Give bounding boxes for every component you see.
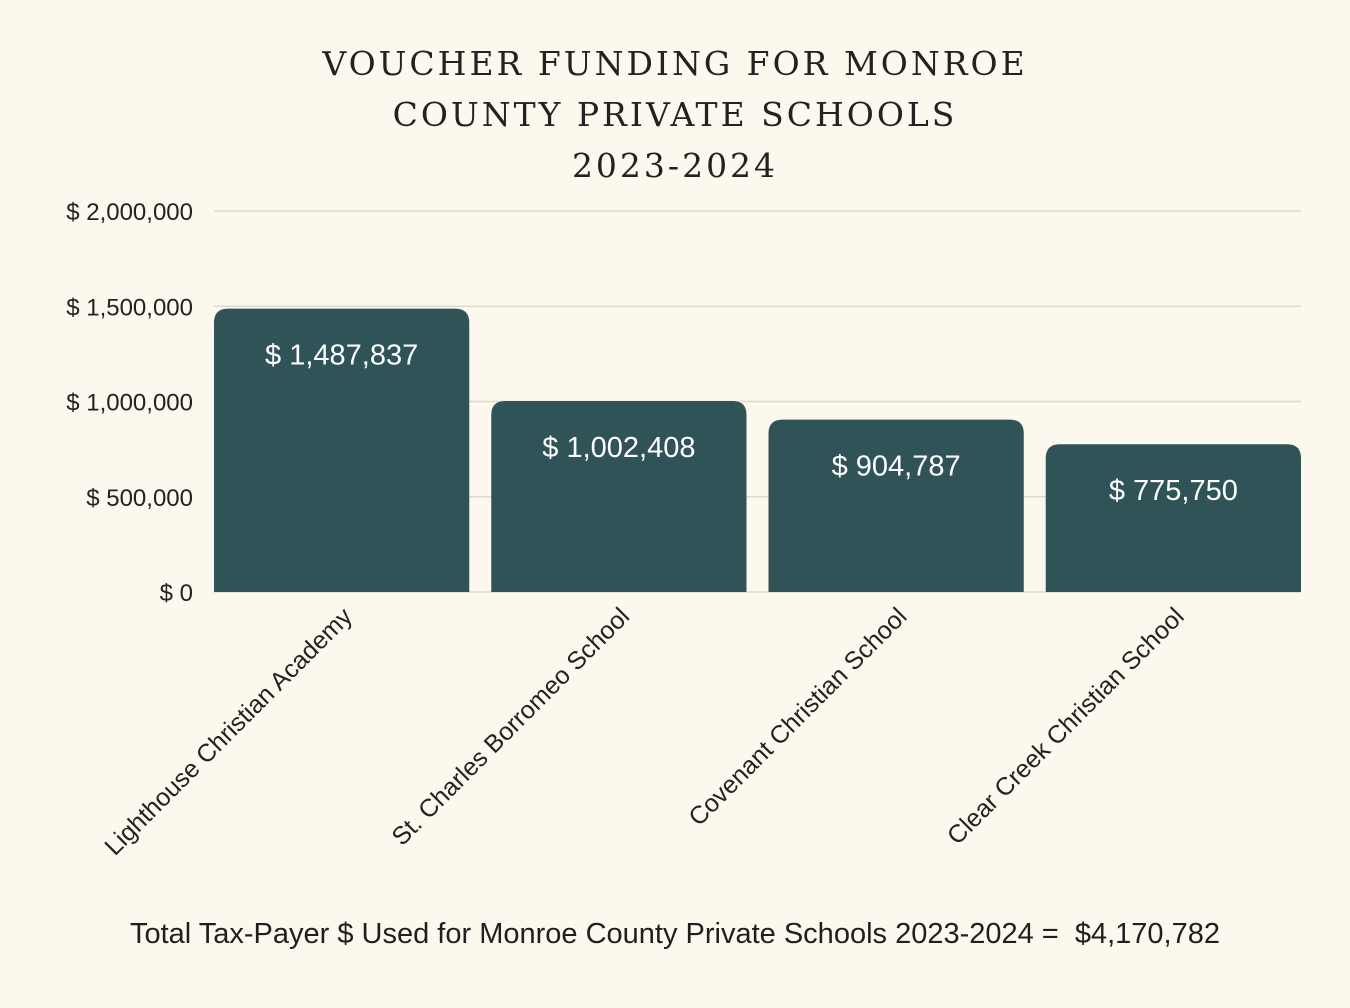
- x-category-label: Lighthouse Christian Academy: [99, 602, 358, 862]
- bar: [491, 401, 746, 592]
- chart-title-line-3: 2023-2024: [571, 146, 779, 185]
- chart-title-line-1: VOUCHER FUNDING FOR MONROE: [322, 44, 1028, 83]
- x-category-label: St. Charles Borromeo School: [386, 602, 636, 852]
- x-category-label: Covenant Christian School: [683, 602, 913, 832]
- bar-value-label: $ 1,002,408: [542, 432, 696, 465]
- bar: [1046, 444, 1301, 592]
- y-tick-label: $ 1,500,000: [66, 294, 193, 322]
- x-axis-category-labels: [99, 602, 1189, 861]
- y-tick-label: $ 2,000,000: [66, 199, 193, 226]
- y-axis-tick-labels: [66, 199, 193, 607]
- bar-value-label: $ 775,750: [1108, 475, 1238, 508]
- x-category-label: Clear Creek Christian School: [941, 602, 1190, 851]
- y-tick-label: $ 0: [159, 580, 193, 607]
- y-tick-label: $ 500,000: [86, 484, 193, 512]
- bar: [769, 420, 1024, 592]
- y-tick-label: $ 1,000,000: [66, 389, 193, 417]
- bar-value-label: $ 1,487,837: [265, 339, 419, 372]
- chart-title-line-2: COUNTY PRIVATE SCHOOLS: [392, 95, 958, 134]
- total-funding-text: Total Tax-Payer $ Used for Monroe County Private Schools 2023-2024 = $4,170,782: [129, 918, 1221, 950]
- bar-value-label: $ 904,787: [831, 450, 961, 483]
